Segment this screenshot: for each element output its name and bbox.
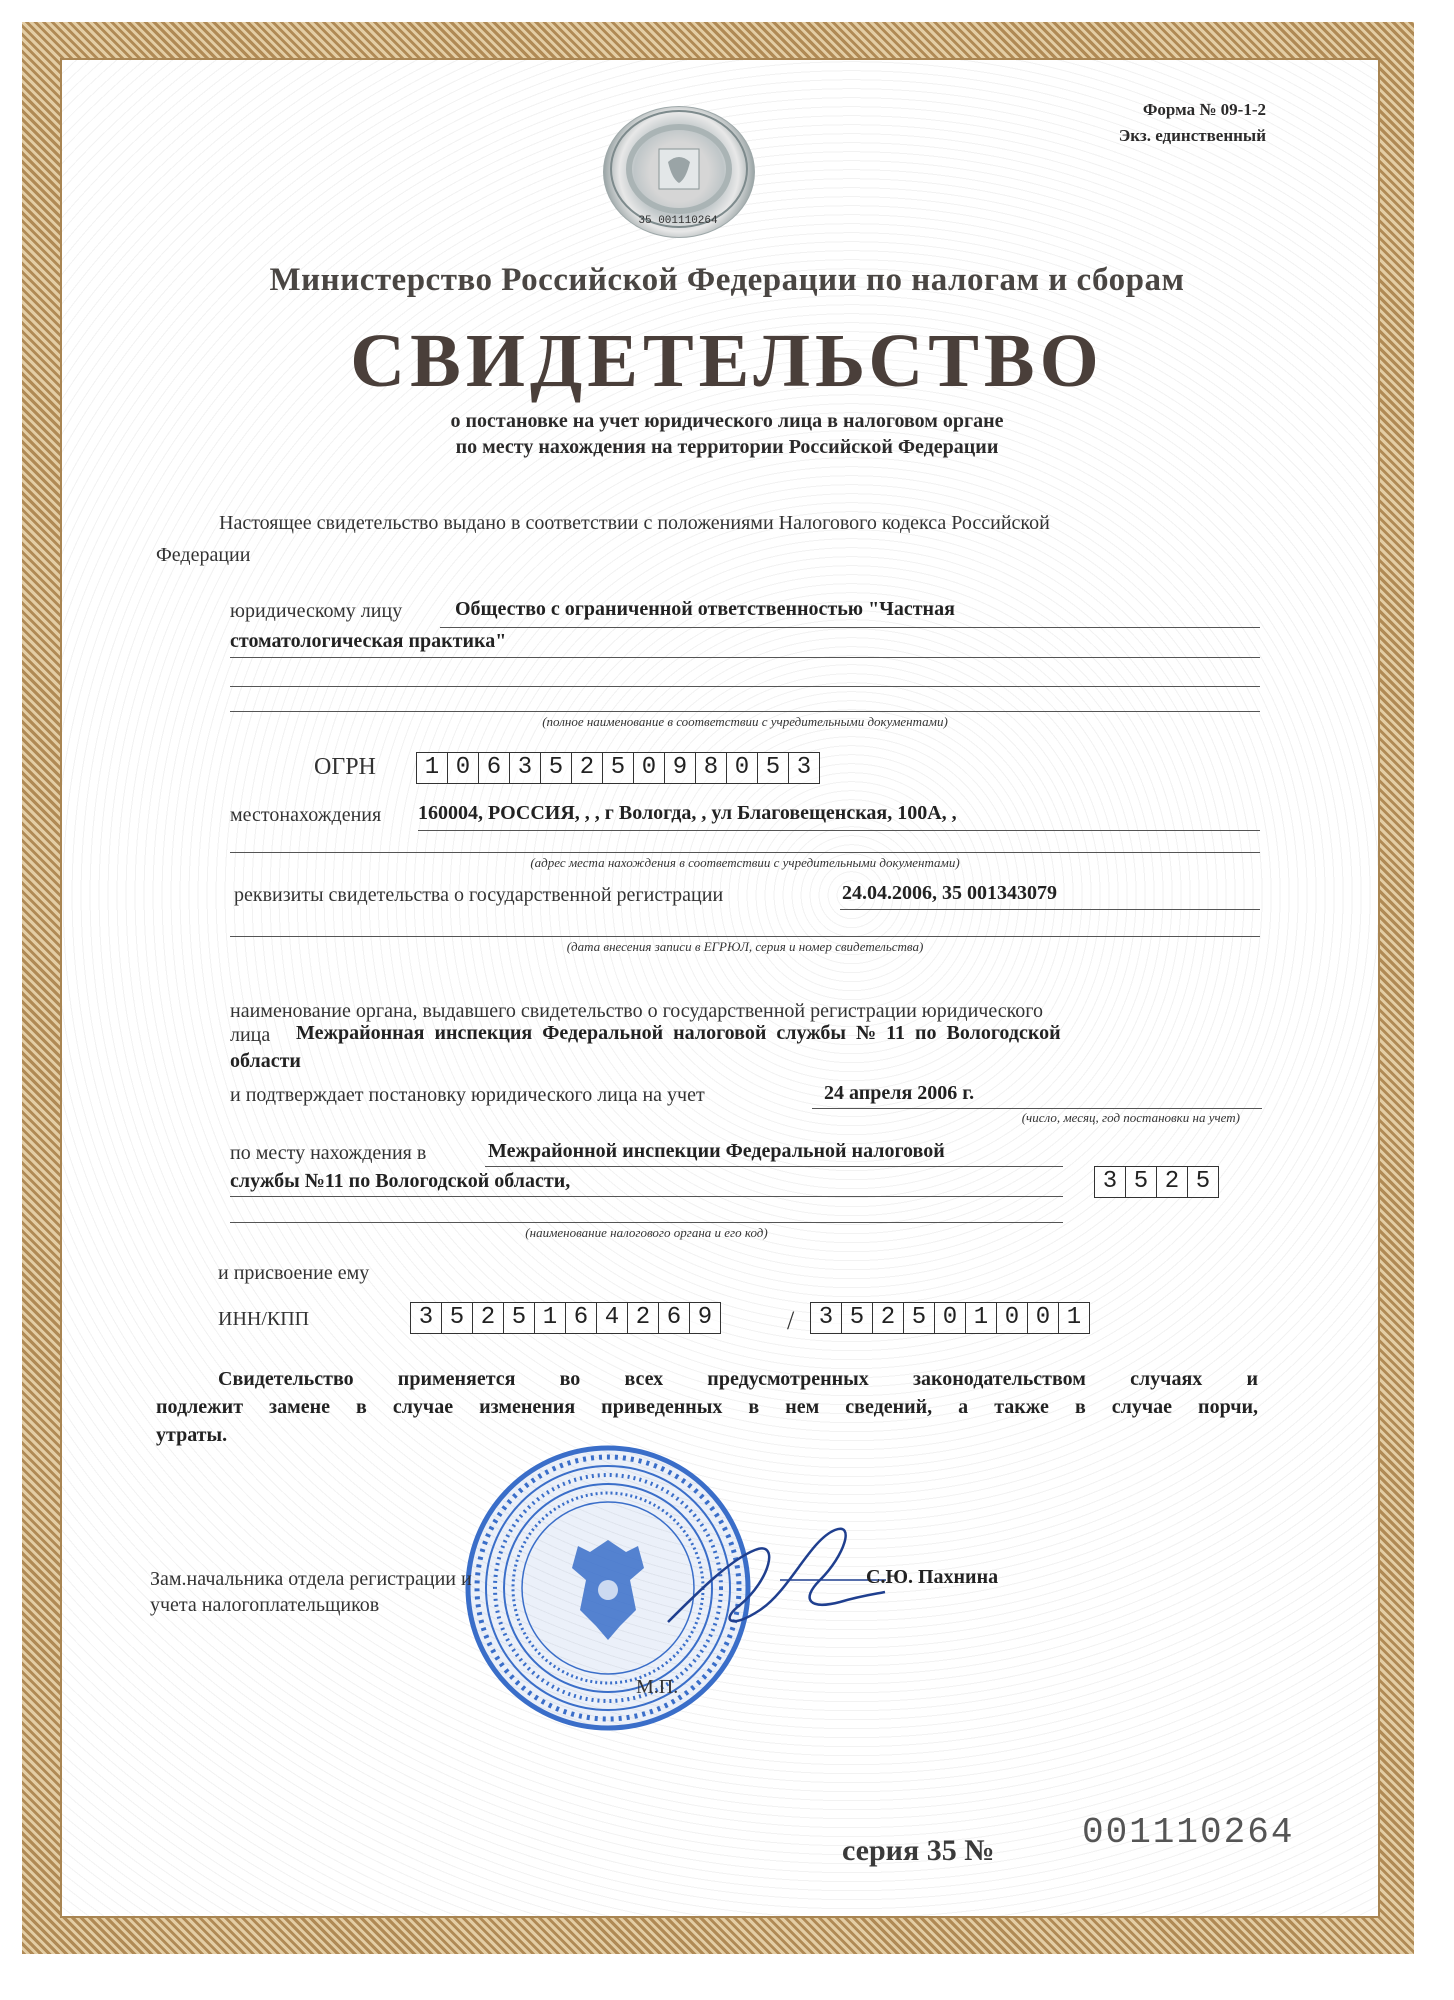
ogrn-digit: 5	[603, 753, 634, 783]
ogrn-digit: 5	[758, 753, 789, 783]
ministry-name: Министерство Российской Федерации по налогам и сборам	[269, 262, 1185, 298]
address-value: 160004, РОССИЯ, , , г Вологда, , ул Благовещенская, 100А, ,	[418, 802, 957, 824]
entity-label: юридическому лицу	[230, 600, 403, 622]
validity-line-1: Свидетельство применяется во всех предусмотренных законодательством случаях и	[218, 1368, 1258, 1390]
kpp-digit: 0	[997, 1303, 1028, 1333]
kpp-digit: 3	[811, 1303, 842, 1333]
serial-label: серия 35 №	[842, 1834, 995, 1867]
intro-line-2: Федерации	[156, 544, 251, 566]
location-rule-2	[230, 1196, 1063, 1197]
address-rule-2	[230, 852, 1260, 853]
inn-kpp-label: ИНН/КПП	[218, 1308, 310, 1330]
ogrn-digit: 9	[665, 753, 696, 783]
issuer-label-line-1: наименование органа, выдавшего свидетельство о государственной регистрации юридического	[230, 1000, 1044, 1022]
ogrn-digit: 0	[727, 753, 758, 783]
inn-kpp-separator: /	[787, 1306, 795, 1335]
entity-name-line-2: стоматологическая практика"	[230, 630, 507, 652]
location-rule-1	[485, 1166, 1063, 1167]
page-title: СВИДЕТЕЛЬСТВО	[350, 319, 1104, 403]
kpp-digit: 1	[966, 1303, 997, 1333]
kpp-digits	[810, 1302, 1090, 1334]
form-number: Форма № 09-1-2	[1142, 100, 1266, 119]
confirm-date: 24 апреля 2006 г.	[824, 1082, 975, 1104]
signatory-position-line-2: учета налогоплательщиков	[150, 1594, 380, 1616]
tax-office-code-digit: 2	[1157, 1167, 1188, 1197]
registration-rule-1	[840, 909, 1260, 910]
ogrn-digit: 1	[417, 753, 448, 783]
intro-line-1: Настоящее свидетельство выдано в соответствии с положениями Налогового кодекса Российской	[219, 512, 1050, 534]
entity-rule-1	[440, 627, 1260, 628]
kpp-digit: 0	[935, 1303, 966, 1333]
ogrn-digit: 2	[572, 753, 603, 783]
subtitle-line-1: о постановке на учет юридического лица в налоговом органе	[450, 410, 1004, 432]
stamp-place-label: М.П.	[636, 1676, 679, 1698]
inn-digit: 6	[659, 1303, 690, 1333]
entity-rule-4	[230, 711, 1260, 712]
serial-number-wrap	[1082, 1812, 1294, 1853]
confirm-label: и подтверждает постановку юридического лица на учет	[230, 1084, 705, 1106]
tax-office-code-digit: 5	[1126, 1167, 1157, 1197]
kpp-digit: 5	[842, 1303, 873, 1333]
entity-name-line-1: Общество с ограниченной ответственностью "Частная	[455, 598, 955, 620]
inn-digit: 2	[628, 1303, 659, 1333]
inn-digit: 5	[442, 1303, 473, 1333]
registration-rule-2	[230, 936, 1260, 937]
ogrn-digit: 3	[789, 753, 819, 783]
assignment-label: и присвоение ему	[218, 1262, 370, 1284]
kpp-digit: 1	[1059, 1303, 1089, 1333]
issuer-value-line-2: области	[230, 1050, 301, 1072]
ogrn-digit: 5	[541, 753, 572, 783]
inn-digit: 9	[690, 1303, 720, 1333]
registration-label: реквизиты свидетельства о государственной регистрации	[234, 884, 724, 906]
copy-note: Экз. единственный	[1118, 126, 1266, 145]
confirm-caption: (число, месяц, год постановки на учет)	[1021, 1110, 1240, 1125]
serial-number: 001110264	[1082, 1812, 1295, 1853]
ogrn-label: ОГРН	[314, 754, 376, 780]
entity-rule-3	[230, 686, 1260, 687]
address-label: местонахождения	[230, 804, 382, 826]
tax-office-code-digit: 3	[1095, 1167, 1126, 1197]
inn-digit: 1	[535, 1303, 566, 1333]
confirm-rule	[812, 1108, 1262, 1109]
signature	[660, 1510, 890, 1640]
location-value-line-2: службы №11 по Вологодской области,	[230, 1170, 571, 1192]
inn-digit: 5	[504, 1303, 535, 1333]
kpp-digit: 5	[904, 1303, 935, 1333]
inn-digit: 2	[473, 1303, 504, 1333]
issuer-value-line-1: Межрайонная инспекция Федеральной налоговой службы № 11 по Вологодской	[296, 1022, 1061, 1044]
ogrn-digit: 6	[479, 753, 510, 783]
inn-digit: 4	[597, 1303, 628, 1333]
address-caption: (адрес места нахождения в соответствии с учредительными документами)	[530, 855, 960, 870]
inn-digit: 3	[411, 1303, 442, 1333]
validity-line-2: подлежит замене в случае изменения приведенных в нем сведений, а также в случае порчи,	[156, 1396, 1258, 1418]
ogrn-digit: 8	[696, 753, 727, 783]
ogrn-digits	[416, 752, 820, 784]
location-rule-3	[230, 1222, 1063, 1223]
location-value-line-1: Межрайонной инспекции Федеральной налоговой	[488, 1140, 945, 1162]
kpp-digit: 0	[1028, 1303, 1059, 1333]
registration-caption: (дата внесения записи в ЕГРЮЛ, серия и номер свидетельства)	[566, 939, 924, 954]
signatory-position-line-1: Зам.начальника отдела регистрации и	[150, 1568, 472, 1590]
kpp-digit: 2	[873, 1303, 904, 1333]
tax-office-code	[1094, 1166, 1219, 1198]
inn-digits	[410, 1302, 721, 1334]
entity-rule-2	[230, 657, 1260, 658]
ogrn-digit: 0	[634, 753, 665, 783]
location-caption: (наименование налогового органа и его код)	[525, 1225, 768, 1240]
location-label: по месту нахождения в	[230, 1142, 427, 1164]
registration-value: 24.04.2006, 35 001343079	[842, 882, 1057, 904]
signatory-name: С.Ю. Пахнина	[866, 1566, 999, 1588]
subtitle-line-2: по месту нахождения на территории Российской Федерации	[455, 436, 999, 458]
issuer-label-line-2: лица	[230, 1024, 271, 1046]
entity-caption: (полное наименование в соответствии с учредительными документами)	[542, 714, 948, 729]
ogrn-digit: 3	[510, 753, 541, 783]
ogrn-digit: 0	[448, 753, 479, 783]
validity-line-3: утраты.	[156, 1424, 228, 1446]
inn-digit: 6	[566, 1303, 597, 1333]
hologram-number: 35 001110264	[638, 215, 718, 227]
address-rule-1	[418, 830, 1260, 831]
tax-office-code-digit: 5	[1188, 1167, 1218, 1197]
